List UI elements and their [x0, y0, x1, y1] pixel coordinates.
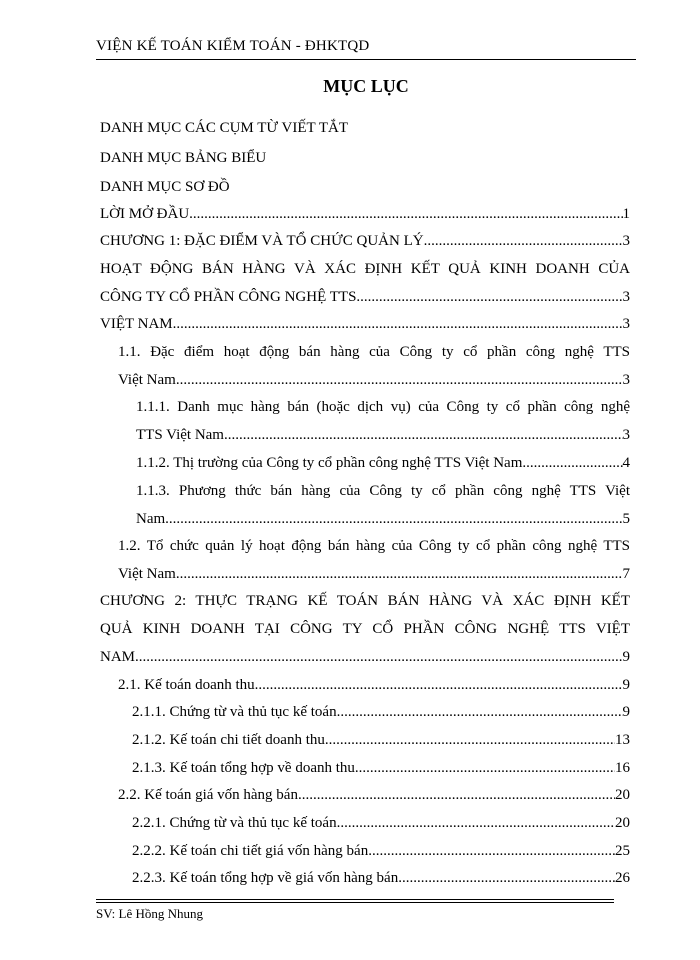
page-footer: SV: Lê Hồng Nhung: [96, 906, 204, 921]
header-rule: [96, 59, 636, 60]
toc-entry[interactable]: 2.1.2. Kế toán chi tiết doanh thu ..... 13: [132, 730, 630, 750]
toc-entry[interactable]: NAM ..... 9: [100, 647, 630, 667]
toc-entry[interactable]: 1.1.1. Danh mục hàng bán (hoặc dịch vụ) của Công ty cổ phần công nghệ: [136, 399, 630, 415]
toc-entry[interactable]: VIỆT NAM ..... 3: [100, 314, 630, 334]
toc-entry[interactable]: 2.2.3. Kế toán tổng hợp về giá vốn hàng bán ..... 26: [132, 868, 630, 888]
toc-entry[interactable]: CHƯƠNG 2: THỰC TRẠNG KẾ TOÁN BÁN HÀNG VÀ XÁC ĐỊNH KẾT: [100, 593, 630, 609]
toc-entry[interactable]: 2.2.1. Chứng từ và thủ tục kế toán ..... 20: [132, 813, 630, 833]
toc-entry[interactable]: DANH MỤC SƠ ĐỒ: [100, 179, 230, 195]
toc-entry[interactable]: HOẠT ĐỘNG BÁN HÀNG VÀ XÁC ĐỊNH KẾT QUẢ KINH DOANH CỦA: [100, 261, 630, 277]
toc-entry[interactable]: QUẢ KINH DOANH TẠI CÔNG TY CỔ PHẦN CÔNG NGHỆ TTS VIỆT: [100, 621, 630, 637]
toc-entry[interactable]: 2.1.1. Chứng từ và thủ tục kế toán ..... 9: [132, 702, 630, 722]
toc-entry[interactable]: 1.1.3. Phương thức bán hàng của Công ty cổ phần công nghệ TTS Việt: [136, 483, 630, 499]
footer-rule: [96, 899, 614, 900]
toc-entry[interactable]: 1.1. Đặc điểm hoạt động bán hàng của Công ty cổ phần công nghệ TTS: [118, 344, 630, 360]
toc-entry[interactable]: 1.1.2. Thị trường của Công ty cổ phần công nghệ TTS Việt Nam ..... 4: [136, 453, 630, 473]
toc-entry[interactable]: 2.1.3. Kế toán tổng hợp về doanh thu ..... 16: [132, 758, 630, 778]
toc-entry[interactable]: CHƯƠNG 1: ĐẶC ĐIỂM VÀ TỔ CHỨC QUẢN LÝ ..... 3: [100, 231, 630, 251]
toc-entry[interactable]: LỜI MỞ ĐẦU ..... 1: [100, 204, 630, 224]
toc-entry[interactable]: 2.2.2. Kế toán chi tiết giá vốn hàng bán ..... 25: [132, 841, 630, 861]
footer-rule: [96, 902, 614, 903]
toc-entry[interactable]: 2.1. Kế toán doanh thu ..... 9: [118, 675, 630, 695]
toc-entry[interactable]: TTS Việt Nam ..... 3: [136, 425, 630, 445]
toc-entry[interactable]: Việt Nam ..... 7: [118, 564, 630, 584]
toc-entry[interactable]: DANH MỤC BẢNG BIỂU: [100, 150, 267, 166]
toc-entry[interactable]: DANH MỤC CÁC CỤM TỪ VIẾT TẮT: [100, 120, 349, 136]
toc-entry[interactable]: 1.2. Tổ chức quản lý hoạt động bán hàng của Công ty cổ phần công nghệ TTS: [118, 538, 630, 554]
toc-entry[interactable]: Việt Nam ..... 3: [118, 370, 630, 390]
toc-entry[interactable]: Nam ..... 5: [136, 509, 630, 529]
page-header: VIỆN KẾ TOÁN KIỂM TOÁN - ĐHKTQD: [96, 38, 370, 54]
toc-title: MỤC LỤC: [323, 76, 409, 96]
toc-entry[interactable]: 2.2. Kế toán giá vốn hàng bán ..... 20: [118, 785, 630, 805]
toc-entry[interactable]: CÔNG TY CỔ PHẦN CÔNG NGHỆ TTS ..... 3: [100, 287, 630, 307]
